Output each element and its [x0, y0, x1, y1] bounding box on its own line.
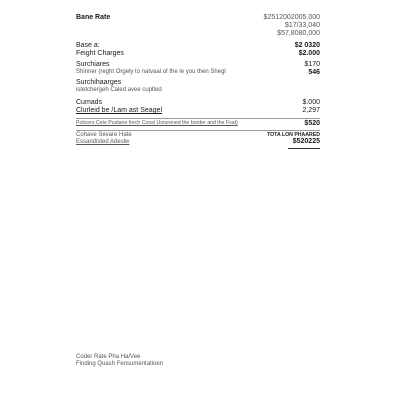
policy-line: Policers Cete Pustane frech Cosst Usrurened the border and the Fsat) [76, 120, 238, 126]
footer-line-2: Finding Quash Fensumentatioen [76, 361, 164, 367]
policy-value: $520 [304, 120, 320, 127]
surchihaarges-heading: Surchihaarges [76, 79, 122, 86]
total-label: TOTA LON PHAARED [267, 132, 320, 138]
total-underline [288, 148, 320, 149]
surcharges-note: Shinner (reght Orgely to natvaal of the le you then Shegl [76, 69, 226, 75]
cumads-section [76, 99, 320, 117]
surchihaarges-note: istetchergeh Caled avee cuplted [76, 87, 162, 93]
header-values [264, 14, 320, 38]
totals-label-1: Cohave Sevare Hate [76, 132, 132, 138]
policy-section [76, 120, 320, 129]
surcharges-value-2: 546 [308, 69, 320, 76]
cumads-heading: Cumads [76, 99, 103, 106]
surcharges-section [76, 61, 320, 77]
totals-label-2: Essandisted Adeslw [76, 139, 130, 145]
document-title: Bane Rate [76, 14, 111, 21]
header-value-1: $2512002005.000 [263, 14, 320, 21]
surcharges-value: $170 [304, 61, 320, 68]
divider [76, 130, 320, 131]
surchihaarges-section [76, 79, 320, 95]
cumads-value: $.000 [302, 99, 320, 106]
divider [76, 118, 320, 119]
base-value: $2 0320 [294, 42, 320, 49]
header-value-3: $57,8080,000 [277, 30, 320, 37]
cumads-value-2: 2,297 [302, 107, 320, 114]
footer-line-1: Coder Rate Pha Ha/Vee [76, 354, 141, 360]
surcharges-heading: Surchiares [76, 61, 110, 68]
totals-section [76, 132, 320, 148]
base-section [76, 42, 320, 60]
cumads-line: Clurleid be /Lam ast Seagel [76, 107, 162, 114]
header-section [76, 14, 320, 44]
total-value: $520225 [292, 138, 320, 145]
freight-charges-value: $2.000 [298, 50, 320, 57]
header-value-2: $17/33,040 [284, 22, 320, 29]
base-label: Base a: [76, 42, 100, 49]
freight-charges-label: Feight Charges [76, 50, 124, 57]
footer-section [76, 354, 320, 368]
